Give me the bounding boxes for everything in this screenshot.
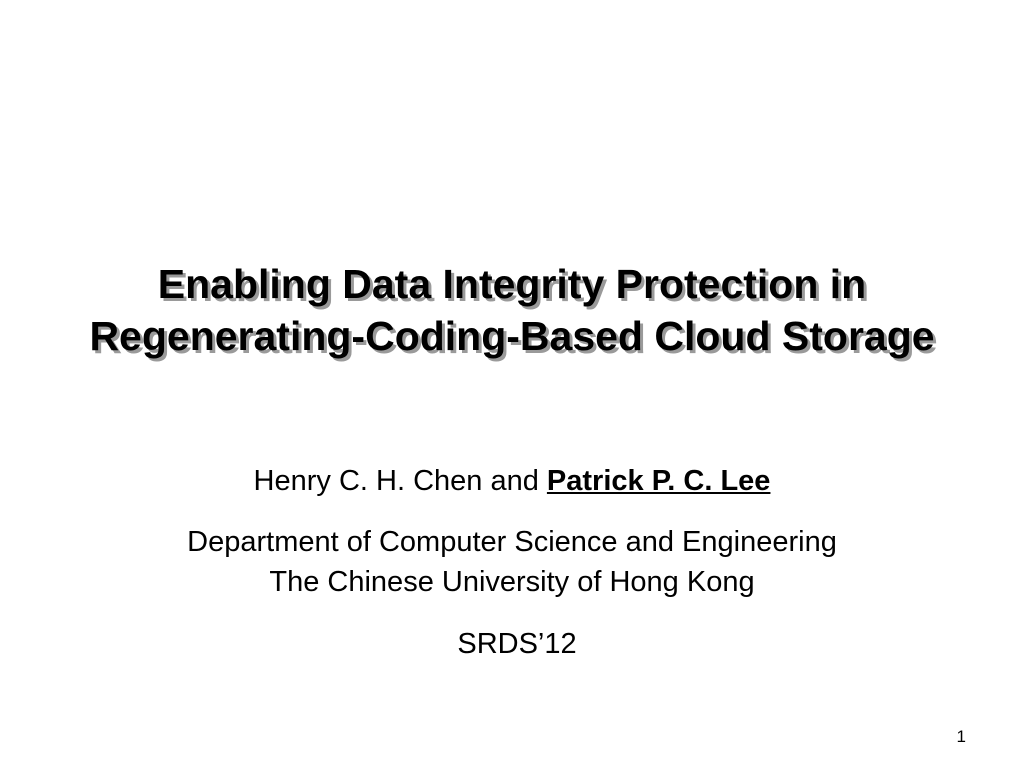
author-conjunction: and: [482, 465, 547, 497]
slide-title: [0, 258, 1024, 362]
page-number: 1: [956, 727, 966, 746]
department: Department of Computer Science and Engineering: [187, 526, 837, 558]
title-line-2: Regenerating-Coding-Based Cloud Storage: [89, 313, 935, 359]
venue: SRDS’12: [457, 628, 577, 660]
presenter-author: Patrick P. C. Lee: [546, 465, 771, 497]
author-line: [0, 462, 1024, 500]
first-author: Henry C. H. Chen: [253, 465, 483, 497]
university: The Chinese University of Hong Kong: [269, 566, 755, 598]
title-line-1: Enabling Data Integrity Protection in: [157, 261, 867, 307]
affiliation: [0, 522, 1024, 602]
